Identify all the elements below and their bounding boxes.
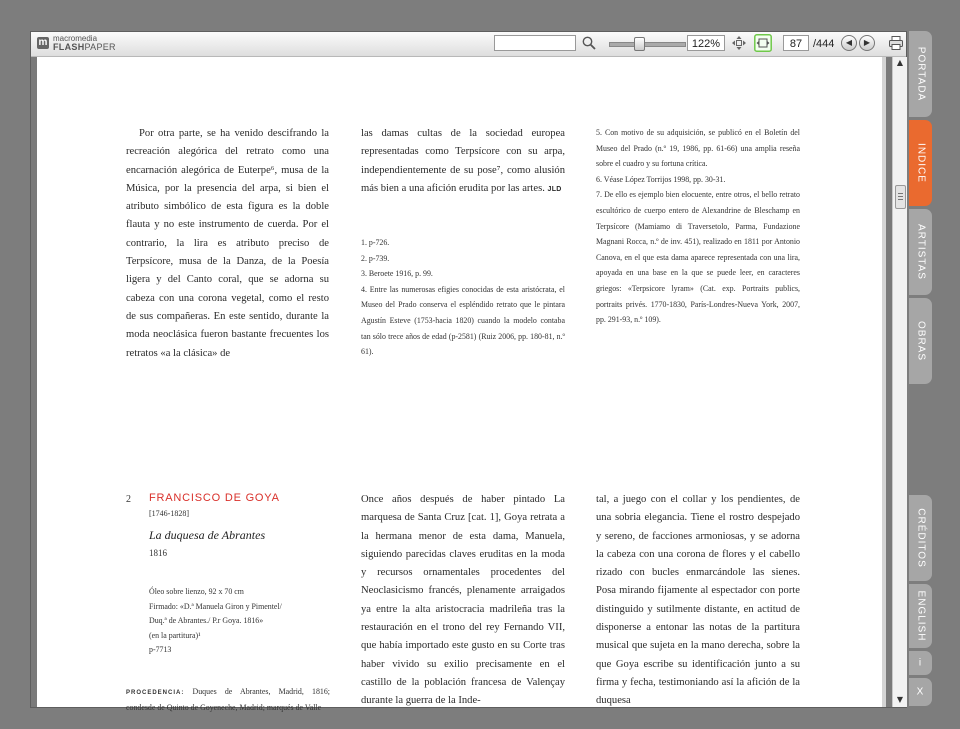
tab-label: ENGLISH [915, 590, 926, 642]
flashpaper-viewer [30, 31, 907, 712]
info-icon: i [918, 657, 923, 669]
logo-line-2 [53, 43, 116, 52]
tab-artistas[interactable] [909, 209, 932, 295]
tech-line: p-7713 [149, 645, 172, 655]
provenance-text: Duques de Abrantes, Madrid, 1816; condesde de Quinto de Goyeneche, Madrid; marqués de Valle [126, 687, 330, 712]
text-column-2 [361, 125, 565, 198]
tech-line: Duq.ª de Abrantes./ P.r Goya. 1816» [149, 616, 264, 626]
tech-line: Óleo sobre lienzo, 92 x 70 cm [149, 587, 244, 596]
next-page-button[interactable] [859, 35, 875, 51]
footnote: 1. p-726. [361, 238, 390, 247]
scroll-down-arrow-icon[interactable]: ▼ [896, 695, 904, 704]
previous-page-button[interactable] [841, 35, 857, 51]
paragraph [361, 125, 565, 198]
document-area[interactable] [31, 57, 892, 712]
paragraph: tal, a juego con el collar y los pendientes, de una sobria elegancia. Tiene el rostro despejado y sereno, de facciones armoniosas, y se adorna la cabeza con una corona de flores y el cabello rizado con bucles enmarcándole las sienes. Posa mirando fijamente al espectador con porte distinguido y sutilmente distante, en actitud de disponerse a entonar las notas de la partitura musical que sujeta en la mano derecha, sobre la que Goya escribe su identificación junto a su firma y fecha, testimoniando así la afición de la duquesa [596, 494, 800, 707]
fit-width-icon[interactable] [754, 34, 772, 52]
entry-number: 2 [126, 494, 131, 505]
footnote: 3. Beroete 1916, p. 99. [361, 269, 433, 279]
print-icon[interactable] [888, 35, 904, 51]
paragraph: Once años después de haber pintado La marquesa de Santa Cruz [cat. 1], Goya retrata a la hermana menor de esta dama, Manuela, siguiendo parecidas claves eruditas en la moda y recursos ornamentales procedentes del Neoclasicismo francés, plenamente arraigados ya entre la alta aristocracia madrileña tras la restauración en el trono del rey Fernando VII, que había importado este gusto en su Corte tras haber vivido su exilio precisamente en el castillo de la población francesa de Valençay durante la guerra de la Inde- [361, 494, 565, 707]
close-button[interactable] [909, 678, 932, 706]
author-initials: JLD [547, 185, 562, 193]
entry-text-column-3 [596, 491, 800, 711]
notes-column [596, 125, 800, 328]
arrow-left-icon: ◀ [845, 38, 853, 47]
entry-text-column-2 [361, 491, 565, 711]
paragraph-text: las damas cultas de la sociedad europea representadas como Terpsícore con su arpa, independientemente de su pose⁷, como alusión más bien a una afición erudita por las artes. [361, 128, 565, 194]
zoom-slider-track[interactable] [609, 42, 686, 47]
logo-line-1: macromedia [53, 34, 98, 43]
page-number-field[interactable]: 87 [783, 35, 809, 51]
technical-details [149, 585, 329, 658]
page-shadow [882, 57, 886, 707]
provenance-label: PROCEDENCIA: [126, 690, 185, 696]
note: 7. De ello es ejemplo bien elocuente, entre otros, el bello retrato escultórico de cuerpo entero de Alexandrine de Bleschamp en Terpsícore (Mamiamo di Traversetolo, Parma, Fundazione Magnani Rocca, n.º de inv. 451), realizado en 1811 por Antonio Canova, en el que esta dama aparece representada con una lira, apoyada en una base en la que se puede leer, en caracteres griegos: «Terpsicore lyram» (Cat. exp. Portraits publics, portraits privés. 1770-1830, París-Londres-Nueva York, 2007, pp. 291-93, n.º 109). [596, 190, 800, 325]
artist-name: FRANCISCO DE GOYA [149, 492, 280, 504]
tab-label: PORTADA [915, 46, 926, 102]
zoom-slider-thumb[interactable] [634, 37, 645, 51]
zoom-field[interactable]: 122% [687, 35, 725, 51]
tab-indice[interactable] [909, 120, 932, 206]
tab-label: CRÉDITOS [915, 508, 926, 568]
document-page [37, 57, 882, 712]
tab-label: INDICE [915, 143, 926, 183]
page-total: /444 [813, 38, 835, 50]
scroll-up-arrow-icon[interactable]: ▲ [896, 58, 904, 67]
tab-label: OBRAS [915, 320, 926, 362]
tab-english[interactable] [909, 584, 932, 648]
footnote: 4. Entre las numerosas efigies conocidas de esta aristócrata, el Museo del Prado conserva el espléndido retrato que le pintara Agustín Esteve (1753-hacia 1820) cuando la modelo contaba tan sólo trece años de edad (p-2581) (Ruiz 2006, pp. 180-81, n.º 61). [361, 284, 565, 357]
tech-line: Firmado: «D.ª Manuela Giron y Pimentel/ [149, 601, 282, 611]
vertical-scrollbar[interactable] [892, 57, 907, 707]
note: 5. Con motivo de su adquisición, se publicó en el Boletín del Museo del Prado (n.º 19, 1986, pp. 61-66) una amplia reseña sobre el cuadro y su fortuna crítica. [596, 128, 800, 169]
provenance [126, 684, 330, 715]
logo-paper: PAPER [84, 42, 116, 52]
close-icon: X [916, 686, 925, 698]
artist-dates: [1746-1828] [149, 509, 189, 518]
footnotes-column [361, 235, 565, 360]
note: 6. Véase López Torrijos 1998, pp. 30-31. [596, 174, 726, 184]
tab-creditos[interactable] [909, 495, 932, 581]
tab-label: ARTISTAS [915, 224, 926, 280]
scrollbar-thumb[interactable] [895, 185, 906, 209]
toolbar [31, 32, 906, 57]
info-button[interactable] [909, 651, 932, 675]
work-year: 1816 [149, 548, 167, 558]
tab-portada[interactable] [909, 31, 932, 117]
arrow-right-icon: ▶ [863, 38, 871, 47]
footnote: 2. p-739. [361, 253, 390, 263]
paragraph: Por otra parte, se ha venido descifrando la recreación alegórica del retrato como una encarnación alegórica de Euterpe⁶, musa de la Música, por la presencia del arpa, si bien el atributo simbólico de esta figura es la doble flauta y no este instrumento de cuerda. Por el contrario, la lira es atributo preciso de Terpsícore, musa de la Danza, de la Poesía ligera y del Canto coral, que se adorna su cabeza con una corona vegetal, como el resto de sus compañeras. En este sentido, durante la moda neoclásica fueron bastante frecuentes los retratos «a la clásica» de [126, 128, 329, 359]
tab-obras[interactable] [909, 298, 932, 384]
logo-flash: FLASH [53, 42, 85, 52]
search-input[interactable] [494, 35, 576, 51]
fit-page-icon[interactable] [731, 35, 747, 51]
work-title: La duquesa de Abrantes [149, 528, 266, 542]
text-column-1 [126, 125, 329, 363]
tech-line: (en la partitura)¹ [149, 630, 201, 640]
macromedia-logo-icon: m [38, 37, 48, 48]
search-icon[interactable] [581, 35, 597, 51]
